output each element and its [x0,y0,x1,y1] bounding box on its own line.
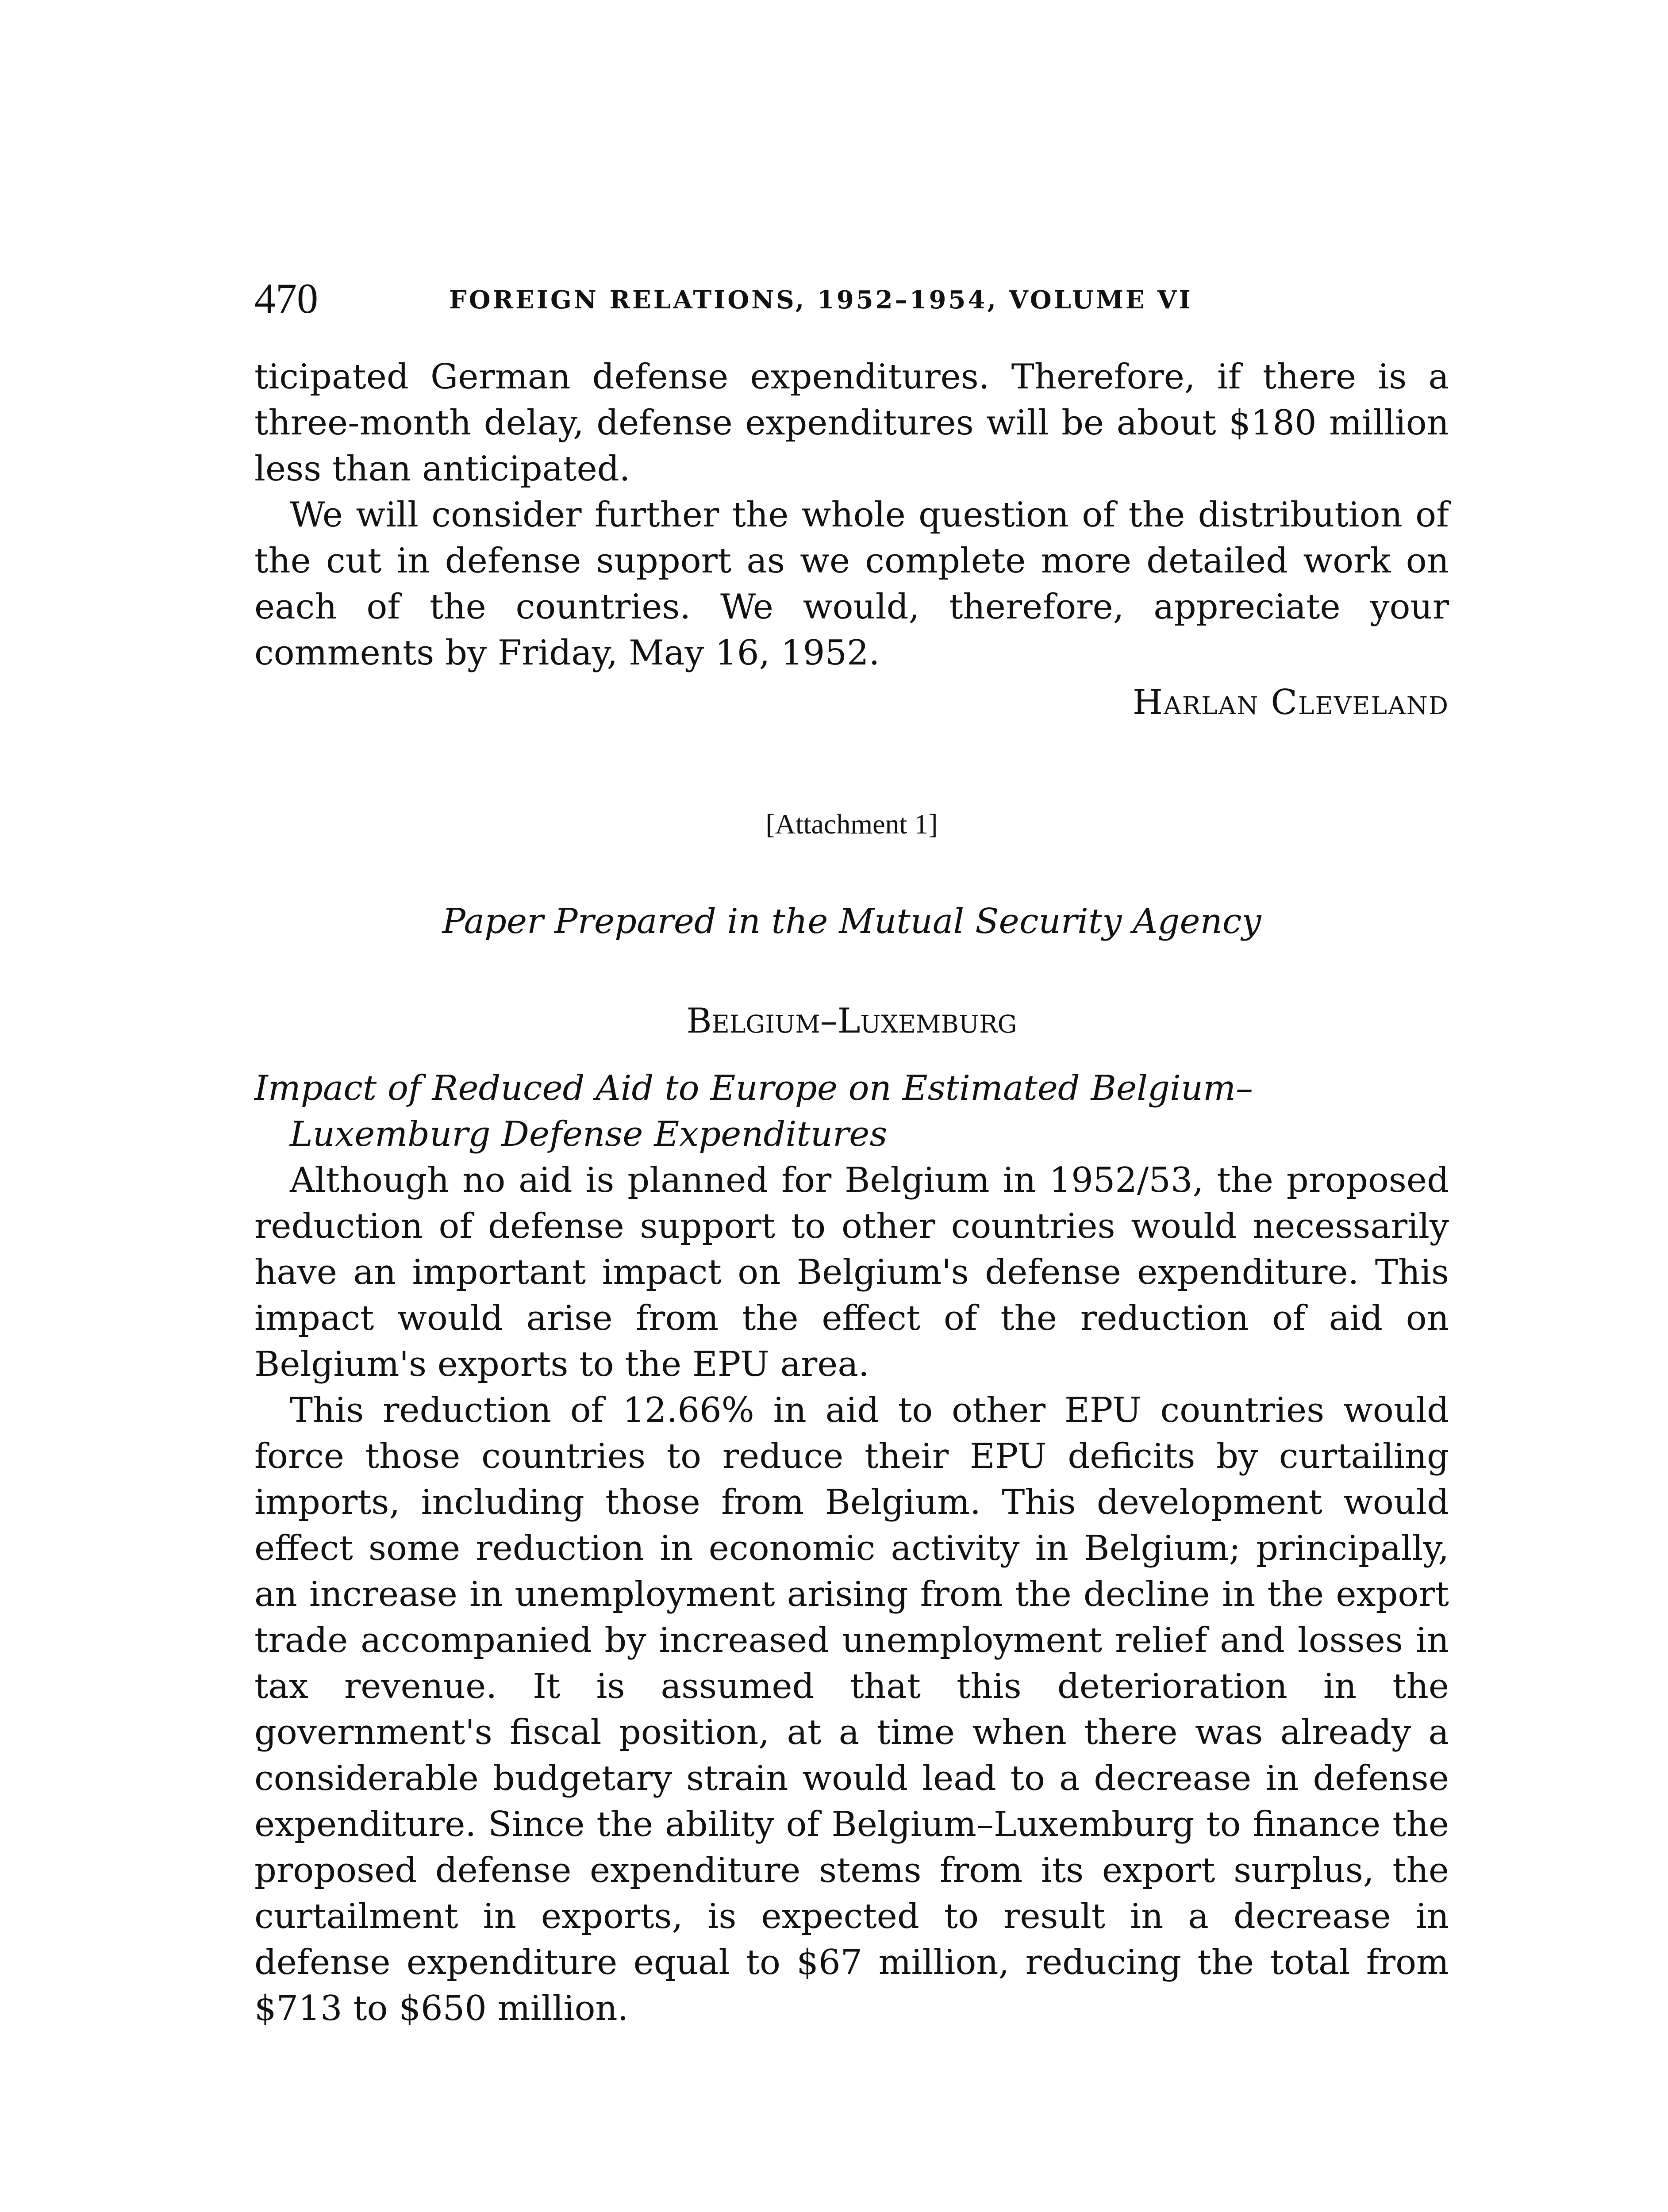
letter-paragraph: We will consider further the whole question of the distribution of the cut in defense support as we complete more detailed work on each of the countries. We would, therefore, appreciate your comments by Friday, May 16, 1952. [254,495,1449,673]
letter-paragraph: ticipated German defense expenditures. Therefore, if there is a three-month delay, defense expenditures will be about $180 million less than anticipated. [254,357,1449,489]
running-head: FOREIGN RELATIONS, 1952–1954, VOLUME VI [449,285,1193,315]
page-number: 470 [254,275,318,322]
country-title: Belgium–Luxemburg [686,1001,1017,1041]
attachment-paragraph: This reduction of 12.66% in aid to other EPU countries would force those countries to reduce their EPU deficits by curtailing imports, including those from Belgium. This development would effect some reduction in economic activity in Belgium; principally, an increase in unemployment arising from the decline in the export trade accompanied by increased unemployment relief and losses in tax revenue. It is assumed that this deterioration in the government's fiscal position, at a time when there was already a considerable budgetary strain would lead to a decrease in defense expenditure. Since the ability of Belgium–Luxemburg to finance the proposed defense expenditure stems from its export surplus, the curtailment in exports, is expected to result in a decrease in defense expenditure equal to $67 million, reducing the total from $713 to $650 million. [254,1390,1449,2028]
attachment-paragraph: Although no aid is planned for Belgium in 1952/53, the proposed reduction of defense support to other countries would necessarily have an important impact on Belgium's defense expenditure. This impact would arise from the effect of the reduction of aid on Belgium's exports to the EPU area. [254,1160,1449,1384]
signature: Harlan Cleveland [1133,683,1449,722]
page-body [254,354,1449,2032]
page-header [254,274,1449,323]
section-heading: Impact of Reduced Aid to Europe on Estimated Belgium–Luxemburg Defense Expenditures [254,1068,1253,1154]
attachment-label: [Attachment 1] [765,808,938,840]
paper-title: Paper Prepared in the Mutual Security Agency [442,902,1261,941]
